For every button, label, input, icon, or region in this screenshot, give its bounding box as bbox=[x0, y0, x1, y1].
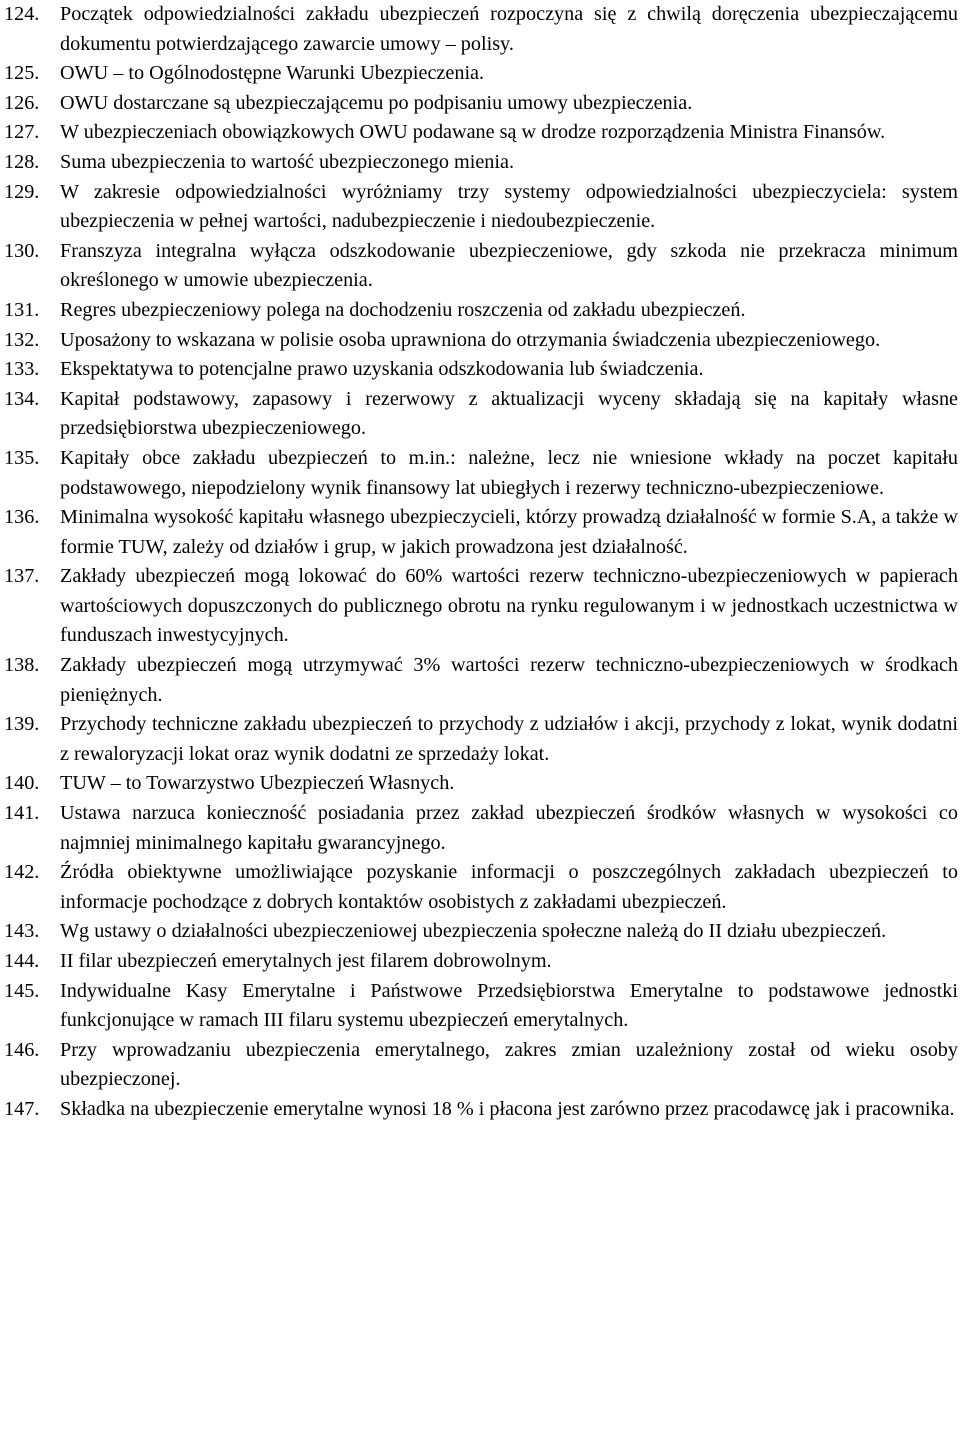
list-item bbox=[4, 326, 958, 356]
list-item bbox=[4, 947, 958, 977]
item-number: 126. bbox=[4, 91, 40, 114]
list-item bbox=[4, 1095, 958, 1125]
item-number: 139. bbox=[4, 713, 40, 736]
item-number: 141. bbox=[4, 802, 40, 825]
item-text: Przy wprowadzaniu ubezpieczenia emerytalnego, zakres zmian uzależniony został od wieku osoby ubezpieczonej. bbox=[60, 1038, 958, 1091]
item-number: 145. bbox=[4, 979, 40, 1002]
item-number: 134. bbox=[4, 387, 40, 410]
item-number: 144. bbox=[4, 950, 40, 972]
list-item bbox=[4, 385, 958, 444]
item-number: 133. bbox=[4, 358, 40, 381]
list-item bbox=[4, 118, 958, 148]
item-number: 127. bbox=[4, 121, 40, 144]
item-text: Ekspektatywa to potencjalne prawo uzyskania odszkodowania lub świadczenia. bbox=[60, 358, 704, 381]
item-text: II filar ubezpieczeń emerytalnych jest filarem dobrowolnym. bbox=[60, 950, 552, 972]
list-item bbox=[4, 0, 958, 59]
item-text: Początek odpowiedzialności zakładu ubezpieczeń rozpoczyna się z chwilą doręczenia ubezpieczającemu dokumentu potwierdzającego zawarcie umowy – polisy. bbox=[60, 3, 958, 55]
list-item bbox=[4, 977, 958, 1036]
list-item bbox=[4, 799, 958, 858]
item-number: 147. bbox=[4, 1097, 40, 1120]
item-number: 128. bbox=[4, 150, 40, 173]
list-item bbox=[4, 59, 958, 89]
item-text: Kapitały obce zakładu ubezpieczeń to m.in.: należne, lecz nie wniesione wkłady na poczet kapitału podstawowego, niepodzielony wynik finansowy lat ubiegłych i rezerwy techniczno-ubezpieczeniowe. bbox=[60, 446, 958, 499]
item-text: OWU – to Ogólnodostępne Warunki Ubezpieczenia. bbox=[60, 62, 485, 85]
item-text: Wg ustawy o działalności ubezpieczeniowej ubezpieczenia społeczne należą do II działu ubezpieczeń. bbox=[60, 920, 887, 943]
list-item bbox=[4, 503, 958, 562]
item-number: 143. bbox=[4, 920, 40, 943]
item-number: 136. bbox=[4, 506, 40, 529]
item-text: Przychody techniczne zakładu ubezpieczeń to przychody z udziałów i akcji, przychody z lokat, wynik dodatni z rewaloryzacji lokat oraz wynik dodatni ze sprzedaży lokat. bbox=[60, 713, 958, 765]
item-number: 130. bbox=[4, 239, 40, 262]
item-text: Suma ubezpieczenia to wartość ubezpieczonego mienia. bbox=[60, 150, 515, 173]
item-text: Indywidualne Kasy Emerytalne i Państwowe Przedsiębiorstwa Emerytalne to podstawowe jednostki funkcjonujące w ramach III filaru systemu ubezpieczeń emerytalnych. bbox=[60, 979, 958, 1032]
list-item bbox=[4, 651, 958, 710]
numbered-statement-list bbox=[4, 0, 958, 1125]
item-text: Zakłady ubezpieczeń mogą utrzymywać 3% wartości rezerw techniczno-ubezpieczeniowych w środkach pieniężnych. bbox=[60, 654, 958, 706]
list-item bbox=[4, 355, 958, 385]
list-item bbox=[4, 710, 958, 769]
item-number: 138. bbox=[4, 654, 40, 677]
list-item bbox=[4, 1036, 958, 1095]
item-text: OWU dostarczane są ubezpieczającemu po podpisaniu umowy ubezpieczenia. bbox=[60, 91, 693, 114]
item-text: Zakłady ubezpieczeń mogą lokować do 60% wartości rezerw techniczno-ubezpieczeniowych w papierach wartościowych dopuszczonych do publicznego obrotu na rynku regulowanym i w jednostkach uczestnictwa w funduszach inwestycyjnych. bbox=[60, 565, 958, 647]
item-text: Franszyza integralna wyłącza odszkodowanie ubezpieczeniowe, gdy szkoda nie przekracza minimum określonego w umowie ubezpieczenia. bbox=[60, 239, 958, 292]
list-item bbox=[4, 917, 958, 947]
item-number: 125. bbox=[4, 62, 40, 85]
item-text: Regres ubezpieczeniowy polega na dochodzeniu roszczenia od zakładu ubezpieczeń. bbox=[60, 298, 746, 321]
item-text: Składka na ubezpieczenie emerytalne wynosi 18 % i płacona jest zarówno przez pracodawcę jak i pracownika. bbox=[60, 1097, 955, 1120]
item-number: 135. bbox=[4, 446, 40, 469]
item-number: 140. bbox=[4, 772, 40, 795]
item-text: Źródła obiektywne umożliwiające pozyskanie informacji o poszczególnych zakładach ubezpieczeń to informacje pochodzące z dobrych kontaktów osobistych z zakładami ubezpieczeń. bbox=[60, 861, 958, 913]
item-number: 142. bbox=[4, 861, 40, 884]
item-text: Minimalna wysokość kapitału własnego ubezpieczycieli, którzy prowadzą działalność w formie S.A, a także w formie TUW, zależy od działów i grup, w jakich prowadzona jest działalność. bbox=[60, 506, 958, 558]
list-item bbox=[4, 296, 958, 326]
list-item bbox=[4, 858, 958, 917]
item-number: 129. bbox=[4, 180, 40, 203]
item-text: Uposażony to wskazana w polisie osoba uprawniona do otrzymania świadczenia ubezpieczeniowego. bbox=[60, 328, 881, 351]
item-text: W ubezpieczeniach obowiązkowych OWU podawane są w drodze rozporządzenia Ministra Finansów. bbox=[60, 121, 886, 144]
item-text: W zakresie odpowiedzialności wyróżniamy trzy systemy odpowiedzialności ubezpieczyciela: system ubezpieczenia w pełnej wartości, nadubezpieczenie i niedoubezpieczenie. bbox=[60, 180, 958, 233]
list-item bbox=[4, 444, 958, 503]
item-text: Kapitał podstawowy, zapasowy i rezerwowy z aktualizacji wyceny składają się na kapitały własne przedsiębiorstwa ubezpieczeniowego. bbox=[60, 387, 958, 440]
item-number: 131. bbox=[4, 298, 40, 321]
list-item bbox=[4, 237, 958, 296]
item-number: 137. bbox=[4, 565, 40, 588]
list-item bbox=[4, 178, 958, 237]
list-item bbox=[4, 89, 958, 119]
item-number: 132. bbox=[4, 328, 40, 351]
list-item bbox=[4, 148, 958, 178]
item-text: TUW – to Towarzystwo Ubezpieczeń Własnych. bbox=[60, 772, 455, 795]
list-item bbox=[4, 562, 958, 651]
item-number: 124. bbox=[4, 3, 40, 25]
item-text: Ustawa narzuca konieczność posiadania przez zakład ubezpieczeń środków własnych w wysokości co najmniej minimalnego kapitału gwarancyjnego. bbox=[60, 802, 958, 854]
list-item bbox=[4, 769, 958, 799]
item-number: 146. bbox=[4, 1038, 40, 1061]
